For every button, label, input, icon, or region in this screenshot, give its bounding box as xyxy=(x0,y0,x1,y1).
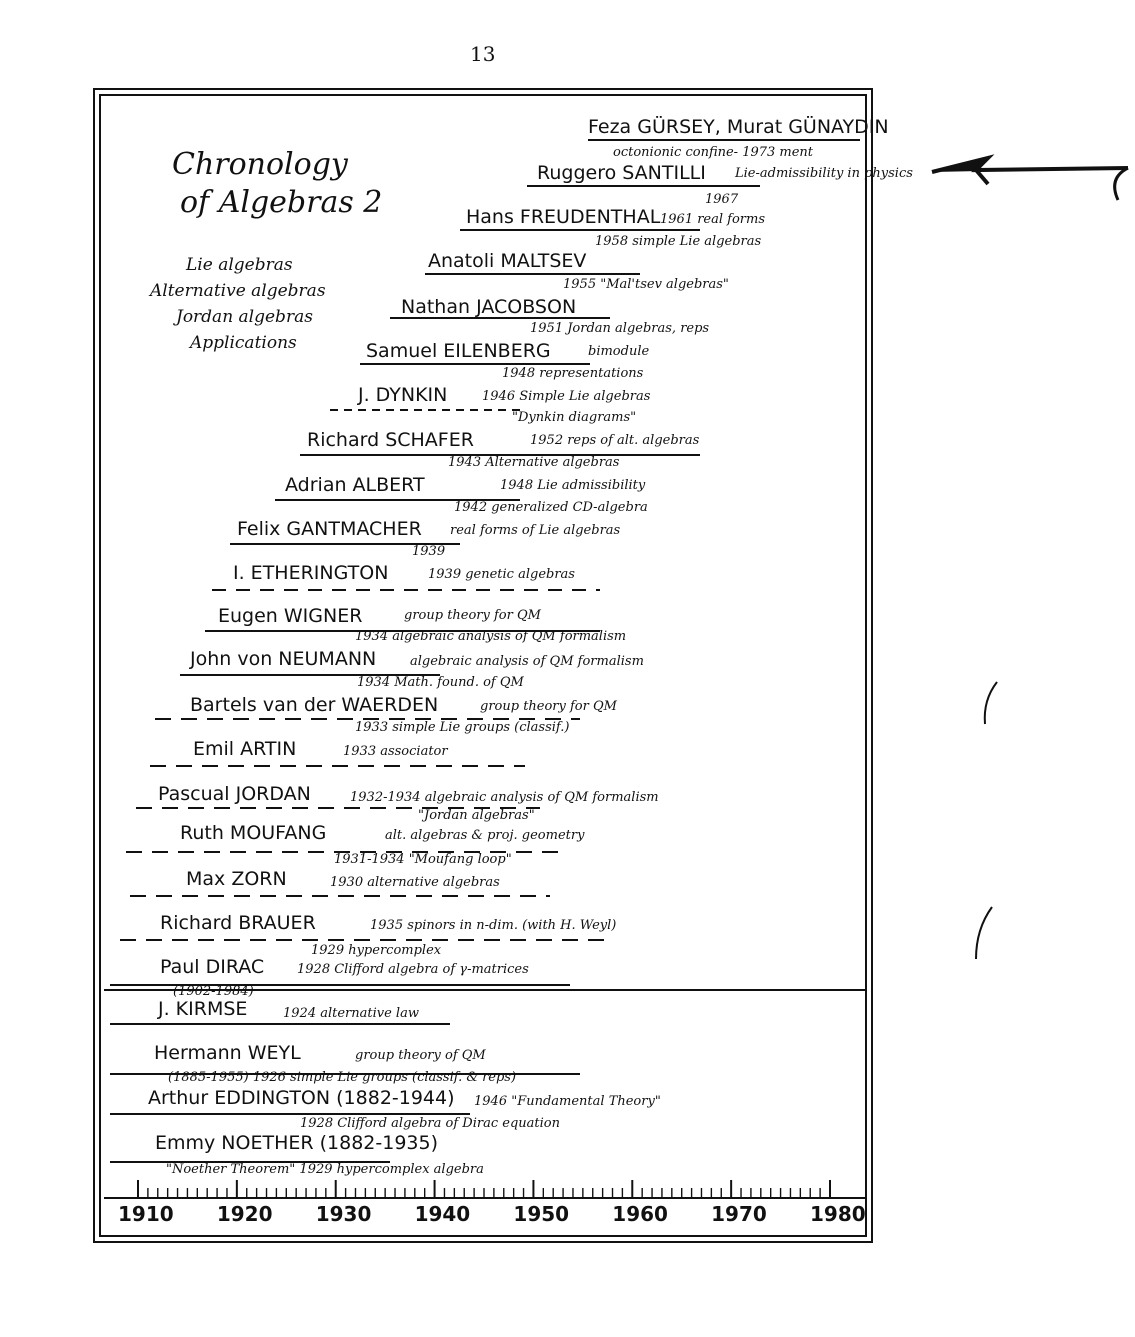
entry-name: Felix GANTMACHER xyxy=(237,518,422,540)
axis-year-label: 1970 xyxy=(711,1202,767,1226)
entry-note: 1946 Simple Lie algebras xyxy=(482,389,651,404)
entry-name: Emil ARTIN xyxy=(193,738,297,760)
entry-note-secondary: 1929 hypercomplex xyxy=(311,943,442,958)
entry-name: Nathan JACOBSON xyxy=(401,296,577,318)
entry-note-secondary: 1939 xyxy=(412,544,446,559)
title xyxy=(172,146,382,222)
axis-year-label: 1950 xyxy=(513,1202,570,1226)
entry-name: Eugen WIGNER xyxy=(218,605,363,627)
axis-year-label: 1960 xyxy=(612,1202,668,1226)
entry-note: real forms of Lie algebras xyxy=(450,523,621,538)
entry-name: Richard SCHAFER xyxy=(307,429,474,451)
subtitle-line: Alternative algebras xyxy=(150,281,326,301)
axis-year-label: 1920 xyxy=(216,1202,273,1226)
margin-arrow-icon xyxy=(928,150,1135,214)
subtitle-line: Applications xyxy=(190,333,297,353)
entry-note: 1924 alternative law xyxy=(283,1006,419,1021)
entry-name: Ruggero SANTILLI xyxy=(537,162,706,184)
entry-note: "Noether Theorem" 1929 hypercomplex algebra xyxy=(166,1162,484,1177)
entry-name: Emmy NOETHER (1882-1935) xyxy=(155,1132,439,1154)
margin-tick-mark xyxy=(975,680,1005,734)
entry-name: Arthur EDDINGTON (1882-1944) xyxy=(148,1087,455,1109)
page-number: 13 xyxy=(470,42,496,66)
entry-name: Pascual JORDAN xyxy=(158,783,311,805)
margin-tick-mark xyxy=(968,905,998,969)
title-line: Chronology xyxy=(172,147,348,182)
entry-name: Hans FREUDENTHAL xyxy=(466,206,661,228)
entry-note-secondary: 1933 simple Lie groups (classif.) xyxy=(355,720,570,735)
subtitle-line: Jordan algebras xyxy=(176,307,313,327)
entry-name: Paul DIRAC xyxy=(160,956,265,978)
entry-name: Anatoli MALTSEV xyxy=(428,250,587,272)
entry-note: 1939 genetic algebras xyxy=(428,567,575,582)
entry-name: Max ZORN xyxy=(186,868,287,890)
entry-note: 1955 "Mal'tsev algebras" xyxy=(563,277,729,292)
axis-year-label: 1940 xyxy=(414,1202,471,1226)
entry-name: Bartels van der WAERDEN xyxy=(190,694,439,716)
entry-note: 1946 "Fundamental Theory" xyxy=(474,1094,661,1109)
entry-note-secondary: 1967 xyxy=(705,192,739,207)
entry-note-secondary: "Dynkin diagrams" xyxy=(512,410,637,425)
entry-note: group theory of QM xyxy=(355,1048,486,1063)
entry-note: 1952 reps of alt. algebras xyxy=(530,433,700,448)
entry-note-secondary: 1934 algebraic analysis of QM formalism xyxy=(355,629,627,644)
entry-note: 1930 alternative algebras xyxy=(330,875,500,890)
subtitle-line: Lie algebras xyxy=(186,255,293,275)
entry-note-secondary: 1948 representations xyxy=(502,366,644,381)
entry-note-secondary: 1934 Math. found. of QM xyxy=(357,675,524,690)
entry-note-secondary: 1942 generalized CD-algebra xyxy=(454,500,648,515)
entry-name: Adrian ALBERT xyxy=(285,474,425,496)
entry-note-secondary: 1958 simple Lie algebras xyxy=(595,234,762,249)
axis-year-label: 1930 xyxy=(315,1202,372,1226)
entry-note: 1935 spinors in n-dim. (with H. Weyl) xyxy=(370,918,617,933)
entry-note-secondary: 1928 Clifford algebra of Dirac equation xyxy=(300,1116,560,1131)
title-line: of Algebras 2 xyxy=(180,185,383,220)
entry-note: 1951 Jordan algebras, reps xyxy=(530,321,710,336)
entry-note-secondary: 1931-1934 "Moufang loop" xyxy=(334,852,512,867)
entry-note: 1961 real forms xyxy=(660,212,766,227)
entry-name: J. DYNKIN xyxy=(358,384,448,406)
entry-note: algebraic analysis of QM formalism xyxy=(410,654,644,669)
entry-note: 1928 Clifford algebra of γ-matrices xyxy=(297,962,529,977)
entry-name: Feza GÜRSEY, Murat GÜNAYDIN xyxy=(588,116,889,138)
entry-note: bimodule xyxy=(588,344,650,359)
subtitle xyxy=(150,252,326,356)
entry-name: John von NEUMANN xyxy=(190,648,377,670)
entry-note: 1932-1934 algebraic analysis of QM formalism xyxy=(350,790,659,805)
entry-note-secondary: 1943 Alternative algebras xyxy=(448,455,620,470)
entry-name: I. ETHERINGTON xyxy=(233,562,389,584)
entry-name: Samuel EILENBERG xyxy=(366,340,551,362)
entry-note: alt. algebras & proj. geometry xyxy=(385,828,585,843)
entry-note: 1948 Lie admissibility xyxy=(500,478,646,493)
entry-note: Lie-admissibility in physics xyxy=(735,166,913,181)
entry-name: Ruth MOUFANG xyxy=(180,822,327,844)
entry-note: group theory for QM xyxy=(480,699,617,714)
entry-note-secondary: (1885-1955) 1926 simple Lie groups (classif. & reps) xyxy=(168,1070,517,1085)
entry-note: 1933 associator xyxy=(343,744,448,759)
entry-note-secondary: (1902-1984) xyxy=(173,984,254,999)
axis-year-label: 1980 xyxy=(810,1202,866,1226)
entry-note: octonionic confine- 1973 ment xyxy=(613,145,814,160)
axis-year-label: 1910 xyxy=(118,1202,174,1226)
entry-name: J. KIRMSE xyxy=(158,998,248,1020)
entry-note: group theory for QM xyxy=(404,608,541,623)
entry-name: Hermann WEYL xyxy=(154,1042,301,1064)
entry-note-secondary: "Jordan algebras" xyxy=(418,808,535,823)
entry-name: Richard BRAUER xyxy=(160,912,316,934)
